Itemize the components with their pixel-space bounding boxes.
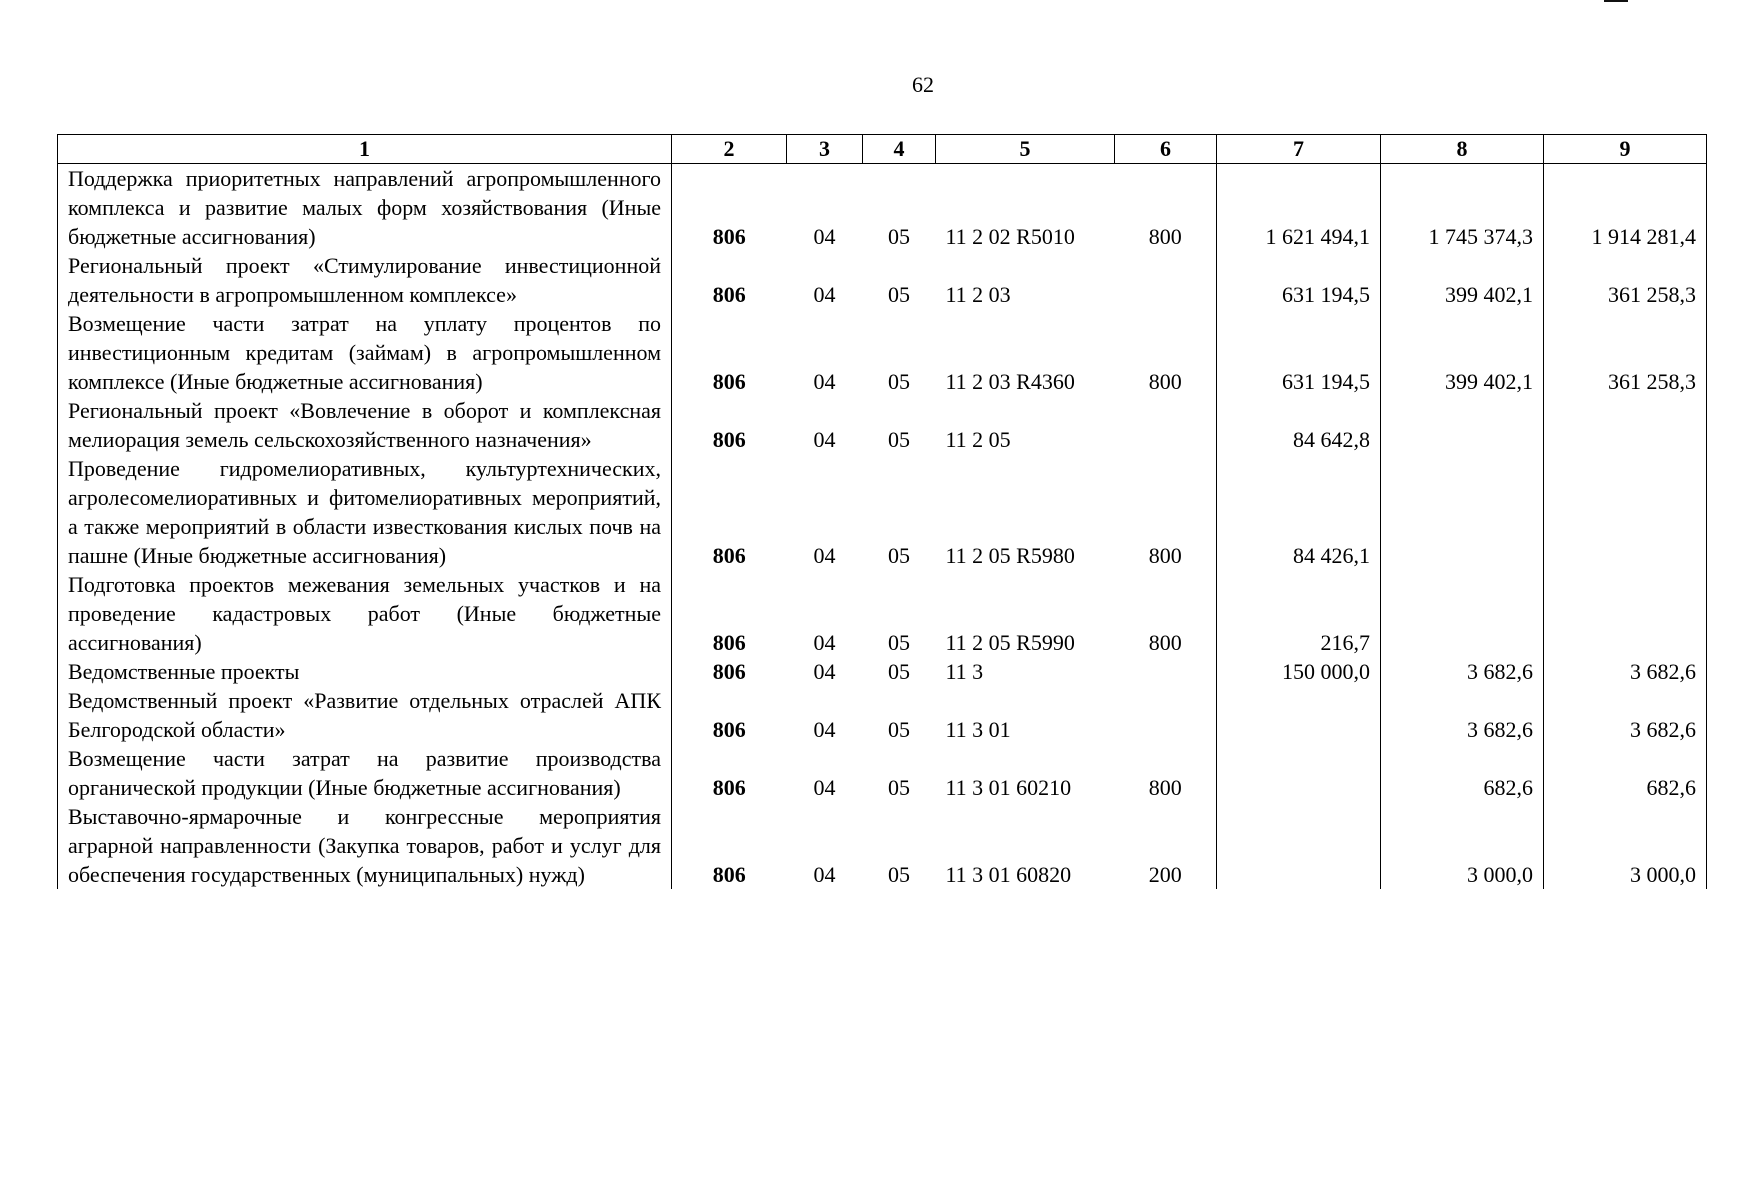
target-article-code: 11 2 05 xyxy=(945,427,1011,452)
amount-col-7: 84 642,8 xyxy=(1217,396,1381,454)
subsection-code: 05 xyxy=(888,630,910,655)
row-name: Выставочно-ярмарочные и конгрессные мероприятия аграрной направленности (Закупка товаров, работ и услуг для обеспечения государственных (муниципальных) нужд) xyxy=(58,802,672,889)
row-name: Ведомственные проекты xyxy=(58,657,672,686)
amount-col-7: 84 426,1 xyxy=(1217,454,1381,570)
amount-col-7: 1 621 494,1 xyxy=(1217,164,1381,252)
amount-col-7: 216,7 xyxy=(1217,570,1381,657)
row-name: Возмещение части затрат на развитие производства органической продукции (Иные бюджетные ассигнования) xyxy=(58,744,672,802)
corner-mark xyxy=(1604,0,1628,2)
column-header-5: 5 xyxy=(936,135,1115,164)
column-header-3: 3 xyxy=(787,135,863,164)
amount-col-9: 682,6 xyxy=(1544,744,1707,802)
target-article-code: 11 3 01 60210 xyxy=(945,775,1072,800)
ministry-code: 806 xyxy=(672,744,787,802)
section-code: 04 xyxy=(813,659,836,684)
expense-type-code: 200 xyxy=(1148,862,1182,887)
target-article-code: 11 2 03 xyxy=(945,282,1011,307)
amount-col-9: 3 682,6 xyxy=(1544,657,1707,686)
amount-col-9 xyxy=(1544,454,1707,570)
column-header-8: 8 xyxy=(1381,135,1544,164)
ministry-code: 806 xyxy=(672,164,787,252)
row-name: Подготовка проектов межевания земельных участков и на проведение кадастровых работ (Иные бюджетные ассигнования) xyxy=(58,570,672,657)
ministry-code: 806 xyxy=(672,454,787,570)
expense-type-code: 800 xyxy=(1148,775,1182,800)
subsection-code: 05 xyxy=(888,717,910,742)
table-row xyxy=(58,164,1707,252)
amount-col-8: 399 402,1 xyxy=(1381,251,1544,309)
column-header-4: 4 xyxy=(863,135,936,164)
amount-col-7 xyxy=(1217,686,1381,744)
amount-col-8: 3 682,6 xyxy=(1381,686,1544,744)
expense-type-code xyxy=(1115,686,1217,744)
section-code: 04 xyxy=(813,427,836,452)
table-body xyxy=(58,164,1707,890)
ministry-code: 806 xyxy=(672,396,787,454)
row-name: Региональный проект «Вовлечение в оборот и комплексная мелиорация земель сельскохозяйственного назначения» xyxy=(58,396,672,454)
column-header-2: 2 xyxy=(672,135,787,164)
target-article-code: 11 2 05 R5990 xyxy=(945,630,1075,655)
expense-type-code xyxy=(1115,396,1217,454)
column-header-1: 1 xyxy=(58,135,672,164)
expense-type-code: 800 xyxy=(1148,224,1182,249)
target-article-code: 11 3 xyxy=(945,659,984,684)
amount-col-9 xyxy=(1544,396,1707,454)
ministry-code: 806 xyxy=(672,570,787,657)
amount-col-7: 150 000,0 xyxy=(1217,657,1381,686)
subsection-code: 05 xyxy=(888,862,910,887)
subsection-code: 05 xyxy=(888,369,910,394)
table-row xyxy=(58,251,1707,309)
page-number: 62 xyxy=(912,72,934,97)
subsection-code: 05 xyxy=(888,224,910,249)
expense-type-code: 800 xyxy=(1148,630,1182,655)
target-article-code: 11 3 01 60820 xyxy=(945,862,1072,887)
column-header-9: 9 xyxy=(1544,135,1707,164)
ministry-code: 806 xyxy=(672,657,787,686)
amount-col-9: 361 258,3 xyxy=(1544,251,1707,309)
amount-col-8: 1 745 374,3 xyxy=(1381,164,1544,252)
table-row xyxy=(58,570,1707,657)
header-row xyxy=(58,135,1707,164)
table-row xyxy=(58,686,1707,744)
table-row xyxy=(58,309,1707,396)
budget-table xyxy=(57,134,1707,889)
ministry-code: 806 xyxy=(672,309,787,396)
section-code: 04 xyxy=(813,543,836,568)
section-code: 04 xyxy=(813,862,836,887)
target-article-code: 11 2 05 R5980 xyxy=(945,543,1075,568)
amount-col-8 xyxy=(1381,570,1544,657)
column-header-6: 6 xyxy=(1115,135,1217,164)
target-article-code: 11 2 03 R4360 xyxy=(945,369,1075,394)
row-name: Поддержка приоритетных направлений агропромышленного комплекса и развитие малых форм хозяйствования (Иные бюджетные ассигнования) xyxy=(58,164,672,252)
ministry-code: 806 xyxy=(672,802,787,889)
table-row xyxy=(58,454,1707,570)
amount-col-8 xyxy=(1381,454,1544,570)
ministry-code: 806 xyxy=(672,251,787,309)
amount-col-9: 1 914 281,4 xyxy=(1544,164,1707,252)
subsection-code: 05 xyxy=(888,659,910,684)
subsection-code: 05 xyxy=(888,427,910,452)
amount-col-8 xyxy=(1381,396,1544,454)
subsection-code: 05 xyxy=(888,543,910,568)
target-article-code: 11 3 01 xyxy=(945,717,1011,742)
expense-type-code xyxy=(1115,657,1217,686)
amount-col-7: 631 194,5 xyxy=(1217,251,1381,309)
row-name: Возмещение части затрат на уплату процентов по инвестиционным кредитам (займам) в агропромышленном комплексе (Иные бюджетные ассигнования) xyxy=(58,309,672,396)
section-code: 04 xyxy=(813,630,836,655)
table-row xyxy=(58,396,1707,454)
table-header xyxy=(58,135,1707,164)
amount-col-9: 361 258,3 xyxy=(1544,309,1707,396)
amount-col-7: 631 194,5 xyxy=(1217,309,1381,396)
section-code: 04 xyxy=(813,717,836,742)
budget-table-container xyxy=(57,134,1707,889)
table-row xyxy=(58,657,1707,686)
amount-col-8: 399 402,1 xyxy=(1381,309,1544,396)
column-header-7: 7 xyxy=(1217,135,1381,164)
row-name: Региональный проект «Стимулирование инвестиционной деятельности в агропромышленном комплексе» xyxy=(58,251,672,309)
amount-col-9 xyxy=(1544,570,1707,657)
amount-col-7 xyxy=(1217,802,1381,889)
amount-col-9: 3 000,0 xyxy=(1544,802,1707,889)
expense-type-code xyxy=(1115,251,1217,309)
subsection-code: 05 xyxy=(888,282,910,307)
amount-col-8: 3 000,0 xyxy=(1381,802,1544,889)
subsection-code: 05 xyxy=(888,775,910,800)
ministry-code: 806 xyxy=(672,686,787,744)
table-row xyxy=(58,744,1707,802)
amount-col-7 xyxy=(1217,744,1381,802)
expense-type-code: 800 xyxy=(1148,369,1182,394)
section-code: 04 xyxy=(813,369,836,394)
section-code: 04 xyxy=(813,282,836,307)
expense-type-code: 800 xyxy=(1148,543,1182,568)
row-name: Ведомственный проект «Развитие отдельных отраслей АПК Белгородской области» xyxy=(58,686,672,744)
table-row xyxy=(58,802,1707,889)
section-code: 04 xyxy=(813,775,836,800)
section-code: 04 xyxy=(813,224,836,249)
amount-col-9: 3 682,6 xyxy=(1544,686,1707,744)
target-article-code: 11 2 02 R5010 xyxy=(945,224,1075,249)
amount-col-8: 682,6 xyxy=(1381,744,1544,802)
row-name: Проведение гидромелиоративных, культуртехнических, агролесомелиоративных и фитомелиоративных мероприятий, а также мероприятий в области известкования кислых почв на пашне (Иные бюджетные ассигнования) xyxy=(58,454,672,570)
amount-col-8: 3 682,6 xyxy=(1381,657,1544,686)
